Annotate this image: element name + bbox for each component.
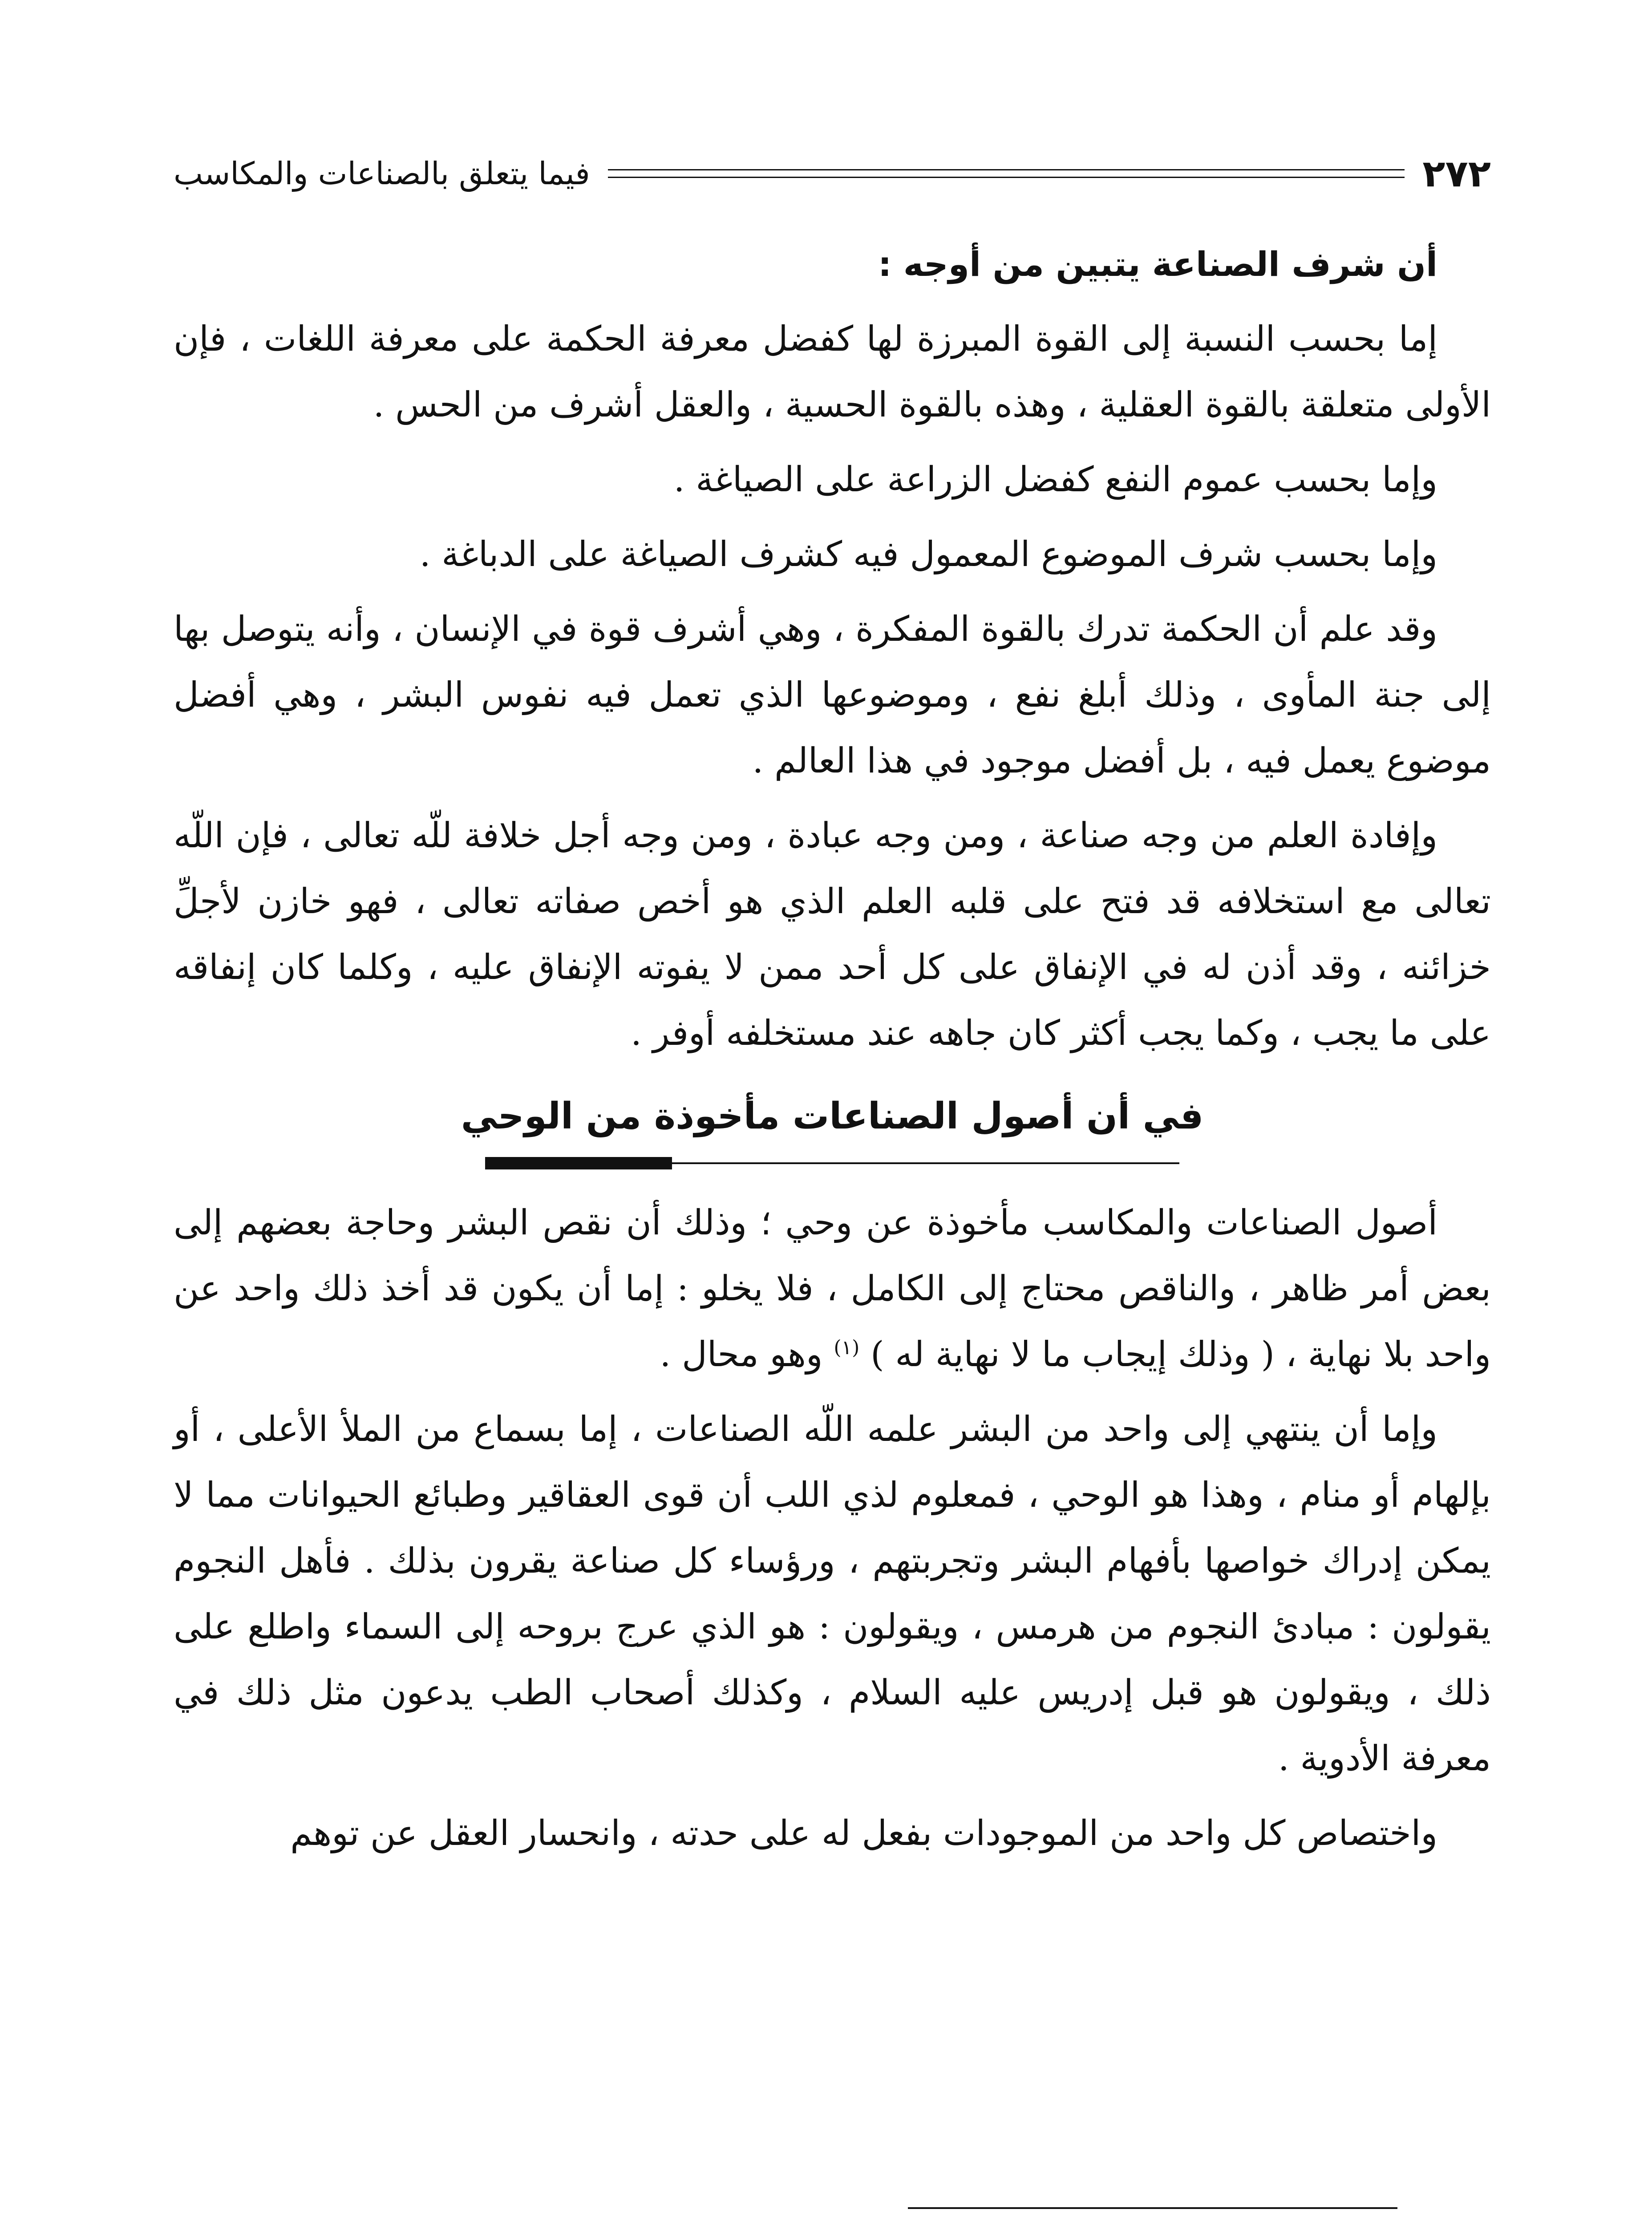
paragraph-3: وإما بحسب شرف الموضوع المعمول فيه كشرف الصياغة على الدباغة . — [419, 534, 1437, 574]
page-header — [174, 147, 1491, 200]
paragraph-6-text: أصول الصناعات والمكاسب مأخوذة عن وحي ؛ وذلك أن نقص البشر وحاجة بعضهم إلى بعض أمر ظاهر ، والناقص محتاج إلى الكامل ، فلا يخلو : إما أن يكون قد أخذ ذلك واحد عن واحد بلا نهاية ، ( وذلك إيجاب ما لا نهاية له ) — [174, 1203, 1491, 1375]
paragraph-6 — [174, 1190, 1491, 1388]
paragraph-4: وقد علم أن الحكمة تدرك بالقوة المفكرة ، وهي أشرف قوة في الإنسان ، وأنه يتوصل بها إلى جنة المأوى ، وذلك أبلغ نفع ، وموضوعها الذي تعمل فيه نفوس البشر ، وهي أفضل موضوع يعمل فيه ، بل أفضل موجود في هذا العالم . — [174, 609, 1491, 781]
intro-line: أن شرف الصناعة يتبين من أوجه : — [878, 244, 1437, 284]
body-text — [174, 231, 1491, 1875]
page-number: ٢٧٢ — [1422, 152, 1491, 195]
section-heading — [174, 1084, 1491, 1172]
paragraph-2: وإما بحسب عموم النفع كفضل الزراعة على الصياغة . — [673, 460, 1437, 500]
heading-ornament — [485, 1154, 1179, 1172]
section-heading-text: في أن أصول الصناعات مأخوذة من الوحي — [461, 1095, 1204, 1137]
paragraph-5: وإفادة العلم من وجه صناعة ، ومن وجه عبادة ، ومن وجه أجل خلافة للّه تعالى ، فإن اللّه تعالى مع استخلافه قد فتح على قلبه العلم الذي هو أخص صفاته تعالى ، فهو خازن لأجلِّ خزائنه ، وقد أذن له في الإنفاق على كل أحد ممن لا يفوته الإنفاق عليه ، وكلما كان إنفاقه على ما يجب ، وكما يجب أكثر كان جاهه عند مستخلفه أوفر . — [174, 816, 1491, 1053]
paragraph-6-text-end: وهو محال . — [660, 1335, 834, 1375]
running-title: فيما يتعلق بالصناعات والمكاسب — [174, 155, 590, 192]
header-rule — [608, 169, 1405, 178]
paragraph-7: وإما أن ينتهي إلى واحد من البشر علمه اللّه الصناعات ، إما بسماع من الملأ الأعلى ، أو بإلهام أو منام ، وهذا هو الوحي ، فمعلوم لذي اللب أن قوى العقاقير وطبائع الحيوانات مما لا يمكن إدراك خواصها بأفهام البشر وتجربتهم ، ورؤساء كل صناعة يقرون بذلك . فأهل النجوم يقولون : مبادئ النجوم من هرمس ، ويقولون : هو الذي عرج بروحه إلى السماء واطلع على ذلك ، ويقولون هو قبل إدريس عليه السلام ، وكذلك أصحاب الطب يدعون مثل ذلك في معرفة الأدوية . — [174, 1409, 1491, 1779]
footnote-rule — [908, 2207, 1397, 2209]
heading-ornament-thick-bar — [485, 1157, 672, 1169]
paragraph-1: إما بحسب النسبة إلى القوة المبرزة لها كفضل معرفة الحكمة على معرفة اللغات ، فإن الأولى متعلقة بالقوة العقلية ، وهذه بالقوة الحسية ، والعقل أشرف من الحس . — [174, 319, 1491, 425]
footnote-reference: (١) — [834, 1336, 860, 1359]
paragraph-8: واختصاص كل واحد من الموجودات بفعل له على حدته ، وانحسار العقل عن توهم — [290, 1813, 1437, 1853]
